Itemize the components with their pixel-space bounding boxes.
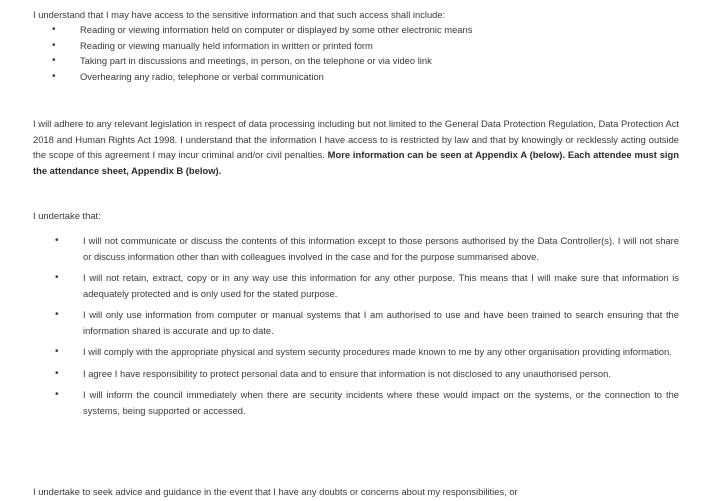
undertaking-item: • I will not retain, extract, copy or in any way use this information for any other purpose. This means that I will make sure that information is adequately protected and is only used for the stated purpose. <box>55 270 679 301</box>
access-item: • Taking part in discussions and meetings, in person, on the telephone or via video link <box>52 53 672 69</box>
undertakings-list <box>55 233 679 418</box>
closing-paragraph: I undertake to seek advice and guidance in the event that I have any doubts or concerns about my responsibilities, or <box>33 486 518 497</box>
undertaking-item: • I will comply with the appropriate physical and system security procedures made known to me by any other organisation providing information. <box>55 344 679 360</box>
undertaking-item: • I will inform the council immediately when there are security incidents where these would impact on the systems, or the connection to the systems, being supported or accessed. <box>55 387 679 418</box>
legislation-text: I will adhere to any relevant legislation in respect of data processing including but not limited to the General Data Protection Regulation, Data Protection Act 2018 and Human Rights Act 1998. I understand that the information I have access to is restricted by law and that by knowingly or recklessly acting outside the scope of this agreement I may incur criminal and/or civil penalties. <box>33 118 679 160</box>
access-item: • Overhearing any radio, telephone or verbal communication <box>52 69 672 85</box>
intro-paragraph: I understand that I may have access to the sensitive information and that such access shall include: <box>33 9 446 20</box>
undertaking-item: • I agree I have responsibility to protect personal data and to ensure that information is not disclosed to any unauthorised person. <box>55 366 679 382</box>
undertaking-item: • I will only use information from computer or manual systems that I am authorised to use and have been trained to search ensuring that the information shared is accurate and up to date. <box>55 307 679 338</box>
undertaking-item: • I will not communicate or discuss the contents of this information except to those persons authorised by the Data Controller(s). I will not share or discuss information other than with colleagues involved in the case and for the purpose summarised above. <box>55 233 679 264</box>
legislation-paragraph <box>33 116 679 178</box>
undertake-heading: I undertake that: <box>33 210 101 221</box>
access-item: • Reading or viewing manually held information in written or printed form <box>52 38 672 54</box>
appendix-note: More information can be seen at Appendix A (below). Each attendee must sign the attendance sheet, Appendix B (below). <box>33 149 679 176</box>
access-item: • Reading or viewing information held on computer or displayed by some other electronic means <box>52 22 672 38</box>
access-list <box>52 22 672 84</box>
